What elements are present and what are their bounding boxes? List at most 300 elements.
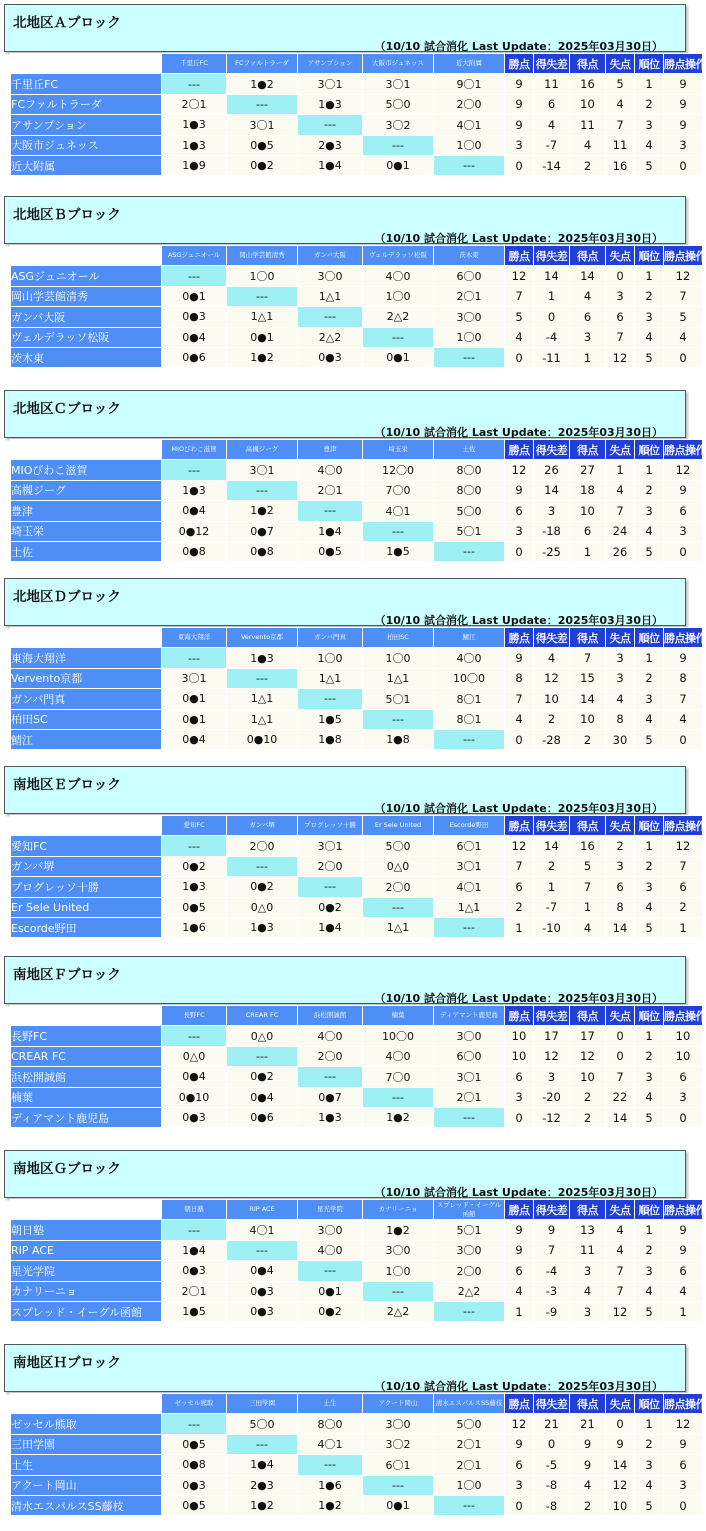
match-result: 6〇0: [434, 266, 504, 285]
stat-value: 4: [635, 1088, 663, 1107]
stat-value: 16: [606, 156, 634, 175]
team-name[interactable]: 東海大翔洋: [11, 648, 161, 667]
opponent-header: カナリーニョ: [363, 1200, 433, 1219]
opponent-header: スプレッド・イーグル函館: [434, 1200, 504, 1219]
opponent-header: 柏田SC: [363, 628, 433, 647]
stat-value: 4: [534, 115, 569, 134]
stat-value: 0: [505, 348, 533, 367]
stat-value: 10: [570, 95, 605, 114]
team-name[interactable]: ガンバ大阪: [11, 307, 161, 326]
match-result: 0△0: [162, 1047, 226, 1066]
stat-value: 3: [606, 287, 634, 306]
stat-value: 14: [570, 689, 605, 708]
stat-header: 勝点操作: [664, 440, 702, 459]
stat-value: 2: [570, 730, 605, 749]
stat-value: 2: [635, 1047, 663, 1066]
team-name[interactable]: MIOびわこ滋賀: [11, 460, 161, 479]
match-result: 1●4: [227, 1455, 297, 1474]
team-name[interactable]: ヴェルデラッソ松阪: [11, 328, 161, 347]
stat-header: 順位: [635, 246, 663, 265]
self-match-cell: ---: [434, 1108, 504, 1127]
stat-value: 0: [606, 1026, 634, 1045]
stat-value: 0: [664, 348, 702, 367]
match-result: 0●10: [227, 730, 297, 749]
stat-value: 9: [534, 1220, 569, 1239]
opponent-header: 豊津: [298, 440, 362, 459]
stat-value: 5: [635, 1302, 663, 1321]
stat-value: 4: [635, 1476, 663, 1495]
stat-value: 8: [505, 669, 533, 688]
opponent-header: ゼッセル熊取: [162, 1394, 226, 1413]
match-result: 2〇0: [434, 1261, 504, 1280]
block-header: [4, 196, 686, 244]
stat-value: 12: [505, 836, 533, 855]
stat-value: 3: [534, 501, 569, 520]
opponent-header: 鯖江: [434, 628, 504, 647]
team-name[interactable]: Er Sele United: [11, 898, 161, 917]
table-row: [11, 266, 702, 285]
table-row: [11, 74, 702, 93]
stat-value: 5: [606, 74, 634, 93]
stat-value: 5: [635, 542, 663, 561]
team-name[interactable]: 浜松開誠館: [11, 1067, 161, 1086]
stat-value: 3: [505, 1088, 533, 1107]
stat-value: 11: [534, 74, 569, 93]
opponent-header: ガンバ大阪: [298, 246, 362, 265]
self-match-cell: ---: [434, 1496, 504, 1515]
stat-value: 6: [505, 1455, 533, 1474]
match-result: 0●2: [162, 857, 226, 876]
self-match-cell: ---: [434, 730, 504, 749]
match-result: 1●6: [162, 918, 226, 937]
stat-value: 0: [505, 156, 533, 175]
team-name[interactable]: アサンプション: [11, 115, 161, 134]
table-row: [11, 1088, 702, 1107]
stat-value: 4: [606, 95, 634, 114]
stat-value: 2: [664, 898, 702, 917]
stat-value: -12: [534, 1108, 569, 1127]
team-name[interactable]: 茨木東: [11, 348, 161, 367]
match-result: 0●3: [162, 1476, 226, 1495]
stat-value: 4: [570, 1282, 605, 1301]
opponent-header: アサンプション: [298, 54, 362, 73]
stat-value: 0: [664, 156, 702, 175]
block-header: [4, 766, 686, 814]
opponent-header: 近大附属: [434, 54, 504, 73]
stat-value: -7: [534, 136, 569, 155]
stat-value: 4: [570, 136, 605, 155]
stat-header: 勝点: [505, 54, 533, 73]
team-name[interactable]: 清水エスパルスSS藤枝: [11, 1496, 161, 1515]
self-match-cell: ---: [227, 1241, 297, 1260]
match-result: 0●12: [162, 522, 226, 541]
stat-header: 得点: [570, 628, 605, 647]
stat-value: 10: [570, 1067, 605, 1086]
stat-value: 6: [664, 877, 702, 896]
stat-value: 1: [664, 1302, 702, 1321]
stat-value: 4: [635, 898, 663, 917]
stat-value: 17: [570, 1026, 605, 1045]
match-result: 0●4: [162, 328, 226, 347]
match-result: 5〇0: [227, 1414, 297, 1433]
match-result: 1●8: [363, 730, 433, 749]
header-corner: [11, 1006, 161, 1025]
self-match-cell: ---: [363, 898, 433, 917]
opponent-header: アクート岡山: [363, 1394, 433, 1413]
stat-value: 3: [635, 1455, 663, 1474]
match-result: 10〇0: [363, 1026, 433, 1045]
match-result: 1〇0: [227, 266, 297, 285]
opponent-header: 愛知FC: [162, 816, 226, 835]
stat-value: 10: [664, 1047, 702, 1066]
block-header: [4, 578, 686, 626]
match-result: 1△1: [363, 918, 433, 937]
self-match-cell: ---: [162, 648, 226, 667]
match-result: 2●3: [227, 1476, 297, 1495]
match-result: 8〇0: [434, 481, 504, 500]
stat-header: 得失差: [534, 246, 569, 265]
stat-header: 順位: [635, 1394, 663, 1413]
stat-header: 得点: [570, 54, 605, 73]
standings-table: [10, 815, 706, 938]
match-result: 9〇1: [434, 74, 504, 93]
self-match-cell: ---: [363, 136, 433, 155]
stat-value: 3: [505, 522, 533, 541]
opponent-header: ガンバ門真: [298, 628, 362, 647]
stat-header: 勝点操作: [664, 816, 702, 835]
team-name[interactable]: 豊津: [11, 501, 161, 520]
match-result: 2〇0: [227, 836, 297, 855]
stat-header: 得点: [570, 440, 605, 459]
stat-value: 3: [534, 1067, 569, 1086]
block-update-status: （10/10 試合消化 Last Update：2025年03月30日）: [374, 40, 663, 53]
stat-value: 7: [664, 689, 702, 708]
match-result: 1●8: [298, 730, 362, 749]
team-name[interactable]: CREAR FC: [11, 1047, 161, 1066]
self-match-cell: ---: [227, 669, 297, 688]
match-result: 5〇1: [363, 689, 433, 708]
match-result: 3〇1: [434, 1067, 504, 1086]
stat-value: 24: [606, 522, 634, 541]
opponent-header: FCファルトラーダ: [227, 54, 297, 73]
opponent-header: ディアマント鹿児島: [434, 1006, 504, 1025]
stat-value: 9: [664, 648, 702, 667]
team-name[interactable]: 長野FC: [11, 1026, 161, 1045]
match-result: 3〇1: [298, 836, 362, 855]
match-result: 0●1: [363, 156, 433, 175]
match-result: 1〇0: [434, 1476, 504, 1495]
match-result: 1△1: [298, 669, 362, 688]
table-row: [11, 1241, 702, 1260]
stat-header: 得点: [570, 1394, 605, 1413]
match-result: 0●5: [298, 542, 362, 561]
match-result: 4〇0: [298, 1026, 362, 1045]
stat-value: 4: [635, 522, 663, 541]
team-name[interactable]: スプレッド・イーグル函館: [11, 1302, 161, 1321]
self-match-cell: ---: [227, 287, 297, 306]
stat-header: 失点: [606, 54, 634, 73]
self-match-cell: ---: [434, 348, 504, 367]
table-row: [11, 689, 702, 708]
stat-value: 16: [570, 74, 605, 93]
table-row: [11, 522, 702, 541]
team-name[interactable]: 星光学院: [11, 1261, 161, 1280]
header-corner: [11, 1394, 161, 1413]
match-result: 0●8: [162, 542, 226, 561]
standings-table: [10, 245, 706, 368]
stat-header: 勝点: [505, 440, 533, 459]
match-result: 12〇0: [363, 460, 433, 479]
opponent-header: 三田学園: [227, 1394, 297, 1413]
block-header: [4, 390, 686, 438]
stat-value: 2: [635, 287, 663, 306]
stat-value: 2: [635, 481, 663, 500]
opponent-header: 浜松開誠館: [298, 1006, 362, 1025]
team-name[interactable]: プログレッソ十勝: [11, 877, 161, 896]
stat-value: -5: [534, 1455, 569, 1474]
opponent-header: プログレッソ十勝: [298, 816, 362, 835]
stat-value: 3: [505, 136, 533, 155]
match-result: 1●3: [162, 136, 226, 155]
standings-table: [10, 53, 706, 176]
stat-value: 6: [505, 501, 533, 520]
table-row: [11, 1026, 702, 1045]
team-name[interactable]: 楠葉: [11, 1088, 161, 1107]
stat-value: 9: [505, 74, 533, 93]
self-match-cell: ---: [227, 1435, 297, 1454]
stat-value: 27: [570, 460, 605, 479]
self-match-cell: ---: [227, 1047, 297, 1066]
self-match-cell: ---: [298, 689, 362, 708]
opponent-header: 土佐: [434, 440, 504, 459]
match-result: 0△0: [227, 898, 297, 917]
match-result: 0●2: [227, 156, 297, 175]
team-name[interactable]: アクート岡山: [11, 1476, 161, 1495]
stat-value: 12: [664, 1414, 702, 1433]
self-match-cell: ---: [298, 115, 362, 134]
stat-header: 得点: [570, 1006, 605, 1025]
stat-header: 順位: [635, 816, 663, 835]
stat-value: 2: [505, 898, 533, 917]
stat-value: 12: [534, 669, 569, 688]
team-name[interactable]: FCファルトラーダ: [11, 95, 161, 114]
match-result: 1〇0: [363, 648, 433, 667]
team-name[interactable]: 柏田SC: [11, 710, 161, 729]
block-header: [4, 956, 686, 1004]
match-result: 5〇1: [434, 522, 504, 541]
match-result: 0●8: [162, 1455, 226, 1474]
stat-value: 4: [505, 710, 533, 729]
self-match-cell: ---: [162, 74, 226, 93]
table-row: [11, 730, 702, 749]
team-name[interactable]: ディアマント鹿児島: [11, 1108, 161, 1127]
match-result: 6〇1: [434, 836, 504, 855]
stat-value: 12: [505, 266, 533, 285]
stat-value: 5: [635, 730, 663, 749]
team-name[interactable]: 岡山学芸館清秀: [11, 287, 161, 306]
match-result: 5〇0: [434, 1414, 504, 1433]
match-result: 2〇0: [434, 95, 504, 114]
match-result: 0●5: [162, 898, 226, 917]
match-result: 0●7: [227, 522, 297, 541]
match-result: 4〇1: [227, 1220, 297, 1239]
table-row: [11, 836, 702, 855]
match-result: 1●2: [363, 1220, 433, 1239]
stat-value: 1: [570, 898, 605, 917]
team-name[interactable]: 鯖江: [11, 730, 161, 749]
match-result: 0●5: [162, 1435, 226, 1454]
match-result: 1〇0: [363, 1261, 433, 1280]
stat-value: -8: [534, 1476, 569, 1495]
stat-value: 1: [635, 836, 663, 855]
stat-value: 5: [664, 307, 702, 326]
match-result: 1●4: [298, 156, 362, 175]
stat-value: 5: [635, 156, 663, 175]
stat-value: 9: [664, 115, 702, 134]
team-name[interactable]: 高槻ジーグ: [11, 481, 161, 500]
match-result: 0●3: [162, 1261, 226, 1280]
stat-value: 2: [635, 857, 663, 876]
team-name[interactable]: 大阪市ジュネッス: [11, 136, 161, 155]
stat-value: 9: [664, 481, 702, 500]
block-update-status: （10/10 試合消化 Last Update：2025年03月30日）: [374, 1186, 663, 1199]
stat-value: 9: [664, 1435, 702, 1454]
stat-value: 10: [505, 1047, 533, 1066]
table-row: [11, 669, 702, 688]
stat-value: 4: [664, 1282, 702, 1301]
stat-value: 3: [664, 1088, 702, 1107]
match-result: 1〇0: [298, 648, 362, 667]
stat-value: 9: [505, 481, 533, 500]
stat-value: 7: [570, 877, 605, 896]
stat-value: 2: [570, 156, 605, 175]
stat-value: 3: [664, 136, 702, 155]
stat-value: 3: [664, 1476, 702, 1495]
match-result: 0●3: [162, 307, 226, 326]
stat-value: 3: [606, 648, 634, 667]
stat-value: 12: [664, 460, 702, 479]
stat-value: 9: [664, 74, 702, 93]
stat-value: 2: [635, 1241, 663, 1260]
stat-header: 勝点: [505, 1006, 533, 1025]
self-match-cell: ---: [227, 481, 297, 500]
opponent-header: Er Sele United: [363, 816, 433, 835]
match-result: 4〇1: [434, 115, 504, 134]
stat-value: 4: [534, 648, 569, 667]
stat-value: 6: [664, 1455, 702, 1474]
team-name[interactable]: 土生: [11, 1455, 161, 1474]
match-result: 0●8: [227, 542, 297, 561]
match-result: 3〇0: [434, 307, 504, 326]
team-name[interactable]: ASGジュニオール: [11, 266, 161, 285]
header-corner: [11, 440, 161, 459]
stat-value: 1: [534, 877, 569, 896]
stat-value: 6: [606, 877, 634, 896]
stat-header: 勝点: [505, 628, 533, 647]
match-result: 4〇1: [434, 877, 504, 896]
stat-header: 順位: [635, 1006, 663, 1025]
stat-value: 7: [534, 1241, 569, 1260]
team-name[interactable]: 三田学園: [11, 1435, 161, 1454]
match-result: 2〇1: [434, 1088, 504, 1107]
block-title: 南地区Ｈブロック: [13, 1355, 121, 1371]
table-row: [11, 898, 702, 917]
team-name[interactable]: ガンバ堺: [11, 857, 161, 876]
team-name[interactable]: 千里丘FC: [11, 74, 161, 93]
team-name[interactable]: Vervento京都: [11, 669, 161, 688]
stat-value: 6: [664, 1067, 702, 1086]
stat-value: 7: [505, 287, 533, 306]
stat-value: 4: [635, 328, 663, 347]
table-row: [11, 877, 702, 896]
team-name[interactable]: Escorde野田: [11, 918, 161, 937]
match-result: 2△2: [363, 1302, 433, 1321]
team-name[interactable]: ガンバ門真: [11, 689, 161, 708]
stat-value: 4: [635, 136, 663, 155]
stat-value: 4: [606, 481, 634, 500]
stat-header: 勝点操作: [664, 246, 702, 265]
match-result: 4〇0: [363, 266, 433, 285]
table-row: [11, 1476, 702, 1495]
match-result: 3〇1: [298, 74, 362, 93]
match-result: 1●3: [162, 115, 226, 134]
stat-header: 順位: [635, 1200, 663, 1219]
self-match-cell: ---: [298, 307, 362, 326]
self-match-cell: ---: [162, 1026, 226, 1045]
stat-header: 得点: [570, 816, 605, 835]
match-result: 2△2: [434, 1282, 504, 1301]
stat-header: 失点: [606, 1006, 634, 1025]
stat-value: -3: [534, 1282, 569, 1301]
team-name[interactable]: 近大附属: [11, 156, 161, 175]
team-name[interactable]: 埼玉栄: [11, 522, 161, 541]
header-corner: [11, 246, 161, 265]
team-name[interactable]: 土佐: [11, 542, 161, 561]
table-row: [11, 710, 702, 729]
stat-value: 7: [570, 648, 605, 667]
match-result: 1●2: [227, 74, 297, 93]
stat-header: 失点: [606, 1394, 634, 1413]
team-name[interactable]: ゼッセル熊取: [11, 1414, 161, 1433]
stat-value: 8: [664, 669, 702, 688]
team-name[interactable]: カナリーニョ: [11, 1282, 161, 1301]
team-name[interactable]: 朝日塾: [11, 1220, 161, 1239]
block-title: 北地区Ｄブロック: [13, 589, 121, 605]
table-header-row: [11, 1200, 702, 1219]
stat-value: 4: [606, 689, 634, 708]
match-result: 2〇1: [298, 481, 362, 500]
stat-value: 4: [505, 1282, 533, 1301]
stat-value: 14: [570, 266, 605, 285]
stat-value: 0: [606, 266, 634, 285]
team-name[interactable]: 愛知FC: [11, 836, 161, 855]
opponent-header: 高槻ジーグ: [227, 440, 297, 459]
stat-value: 2: [635, 1435, 663, 1454]
table-row: [11, 1067, 702, 1086]
block-title: 南地区Ｇブロック: [13, 1161, 121, 1177]
stat-value: 5: [635, 348, 663, 367]
table-header-row: [11, 1006, 702, 1025]
match-result: 0●1: [162, 287, 226, 306]
stat-value: 4: [606, 1220, 634, 1239]
opponent-header: 楠葉: [363, 1006, 433, 1025]
table-header-row: [11, 1394, 702, 1413]
stat-header: 順位: [635, 628, 663, 647]
team-name[interactable]: RIP ACE: [11, 1241, 161, 1260]
stat-value: 7: [606, 1261, 634, 1280]
stat-value: 6: [606, 307, 634, 326]
table-row: [11, 1220, 702, 1239]
